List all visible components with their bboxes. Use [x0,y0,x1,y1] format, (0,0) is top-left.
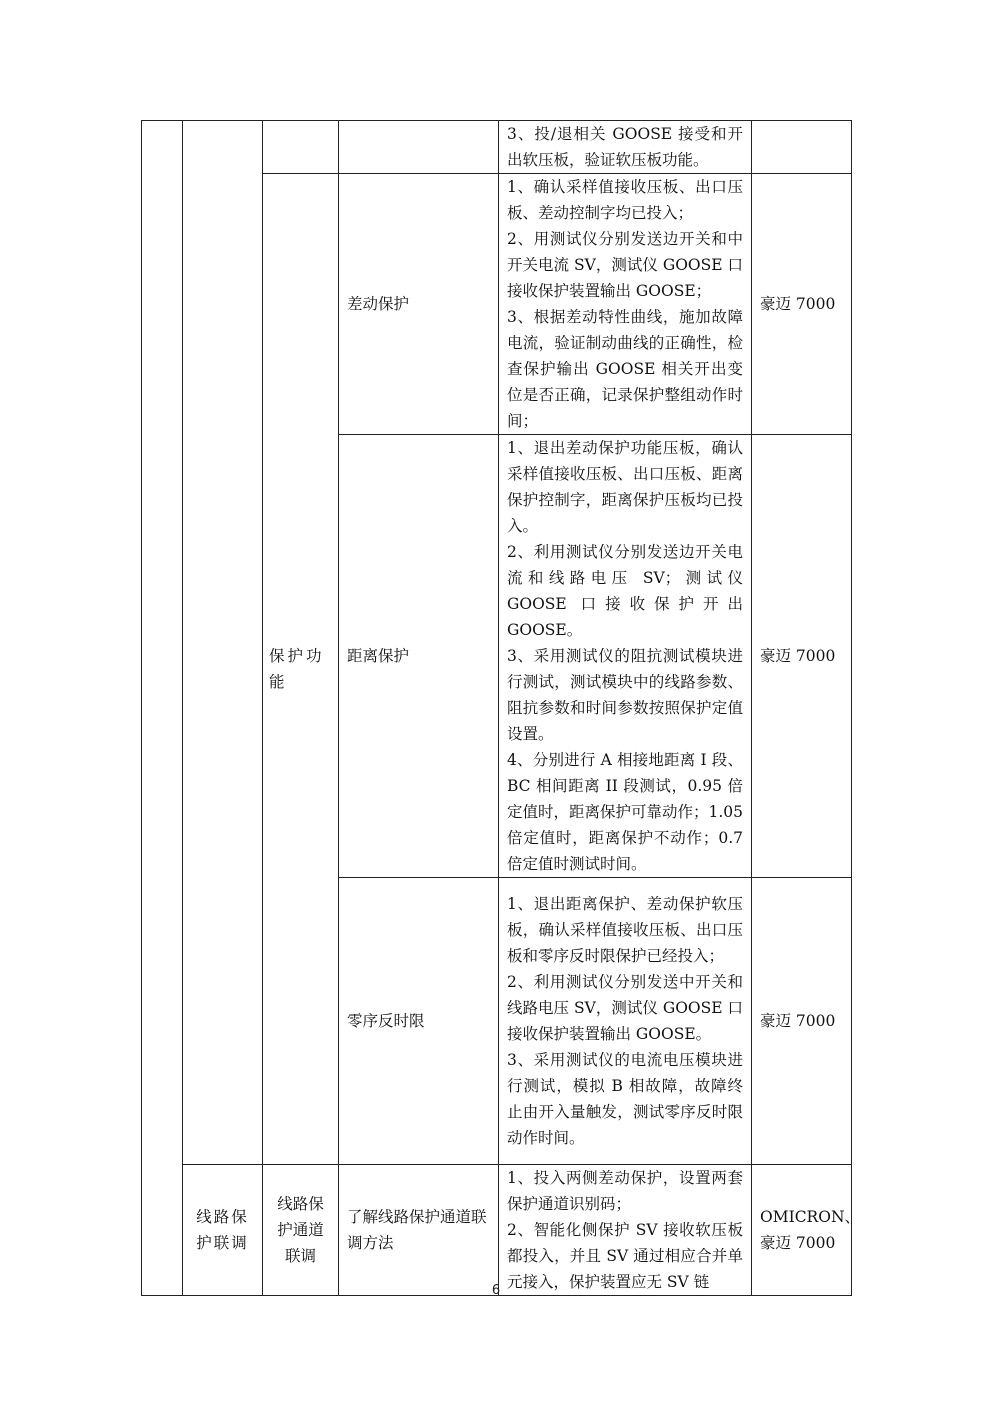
test-procedure-table [141,120,861,1296]
step-text: 3、投/退相关 GOOSE 接受和开出软压板，验证软压板功能。 [507,125,743,169]
step-text: 3、采用测试仪的电流电压模块进行测试，模拟 B 相故障，故障终止由开入量触发，测试零序反时限动作时间。 [507,1051,743,1147]
step-text: 1、退出距离保护、差动保护软压板，确认采样值接收压板、出口压板和零序反时限保护已经投入； [507,895,743,965]
function-zero-sequence: 零序反时限 [339,878,499,1165]
equipment-cell: 豪迈 7000 [752,878,852,1165]
empty-function-cell [339,121,499,174]
step-text: 1、确认采样值接收压板、出口压板、差动控制字均已投入； [507,178,743,222]
steps-cell [499,1165,752,1296]
step-text: 1、退出差动保护功能压板，确认采样值接收压板、出口压板、距离保护控制字，距离保护压板均已投入。 [507,439,743,535]
empty-index-cell [142,121,183,1296]
step-text: 3、采用测试仪的阻抗测试模块进行测试，测试模块中的线路参数、阻抗参数和时间参数按照保护定值设置。 [507,647,743,743]
table-row-continued [142,121,852,174]
table-row-line-link [142,1165,852,1296]
step-text: 2、利用测试仪分别发送中开关和线路电压 SV，测试仪 GOOSE 口接收保护装置输出 GOOSE。 [507,973,743,1043]
step-text: 3、根据差动特性曲线，施加故障电流，验证制动曲线的正确性，检查保护输出 GOOSE 相关开出变位是否正确，记录保护整组动作时间； [507,308,743,430]
steps-cell [499,435,752,878]
function-differential: 差动保护 [339,174,499,435]
step-text: 1、投入两侧差动保护，设置两套保护通道识别码； [507,1169,743,1213]
category-line-link: 线路保护联调 [183,1165,263,1296]
steps-cell [499,878,752,1165]
step-text: 2、智能化侧保护 SV 接收软压板都投入，并且 SV 通过相应合并单元接入，保护装置应无 SV 链 [507,1221,743,1291]
step-text: 2、利用测试仪分别发送边开关电流和线路电压 SV；测试仪 GOOSE 口接收保护开出 GOOSE。 [507,543,743,639]
step-text: 2、用测试仪分别发送边开关和中开关电流 SV，测试仪 GOOSE 口接收保护装置输出 GOOSE； [507,230,743,300]
function-distance: 距离保护 [339,435,499,878]
equipment-cell: 豪迈 7000 [752,435,852,878]
empty-item-cell [263,121,339,174]
steps-cell [499,174,752,435]
equipment-cell: OMICRON、豪迈 7000 [752,1165,852,1296]
step-text: 4、分别进行 A 相接地距离 I 段、BC 相间距离 II 段测试，0.95 倍定值时，距离保护可靠动作；1.05 倍定值时，距离保护不动作；0.7 倍定值时测试时间。 [507,751,744,873]
item-line-link: 线路保护通道联调 [263,1165,339,1296]
page-number: 6 [491,1283,501,1298]
equipment-cell: 豪迈 7000 [752,174,852,435]
empty-category-cell [183,121,263,1165]
steps-cell [499,121,752,174]
function-line-link: 了解线路保护通道联调方法 [339,1165,499,1296]
empty-equipment-cell [752,121,852,174]
protection-group-cell: 保护功能 [263,174,339,1165]
